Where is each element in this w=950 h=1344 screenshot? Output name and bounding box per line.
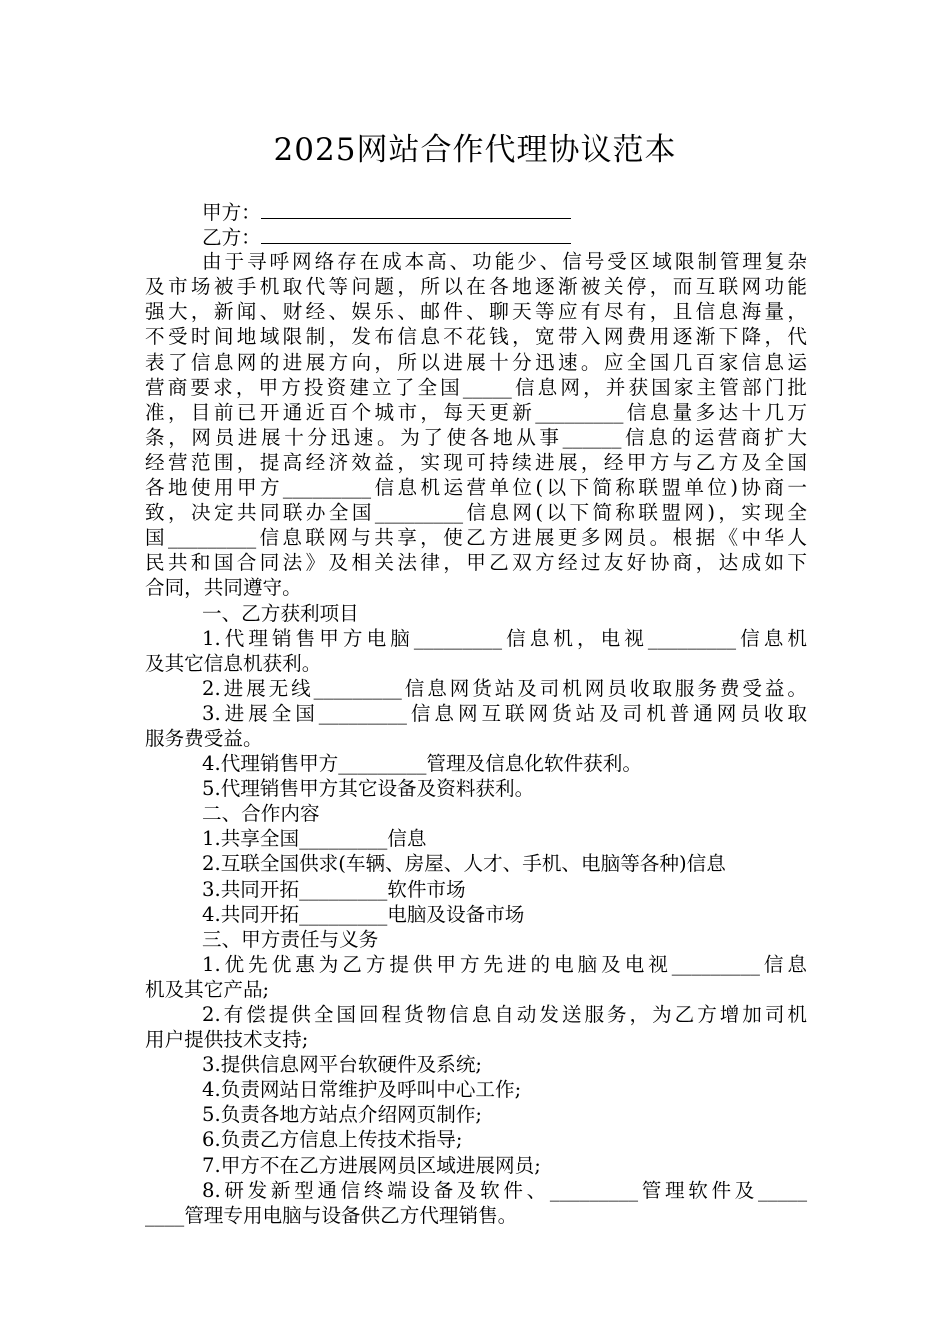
section-1-item: 4.代理销售甲方_________管理及信息化软件获利。 xyxy=(202,752,642,776)
section-1-item: 5.代理销售甲方其它设备及资料获利。 xyxy=(202,777,535,801)
section-2-heading: 二、合作内容 xyxy=(202,802,320,826)
section-3-heading: 三、甲方责任与义务 xyxy=(202,927,379,951)
intro-line: 及市场被手机取代等问题，所以在各地逐渐被关停，而互联网功能 xyxy=(145,275,807,299)
intro-line: 民共和国合同法》及相关法律，甲乙双方经过友好协商，达成如下 xyxy=(145,551,807,575)
section-3-item: 7.甲方不在乙方进展网员区域进展网员; xyxy=(202,1153,541,1177)
intro-line: 准，目前已开通近百个城市，每天更新_________信息量多达十几万 xyxy=(145,400,807,424)
section-3-item: 用户提供技术支持; xyxy=(145,1028,309,1052)
section-3-item: 4.负责网站日常维护及呼叫中心工作; xyxy=(202,1078,522,1102)
section-3-item: 3.提供信息网平台软硬件及系统; xyxy=(202,1053,483,1077)
intro-line: 致，决定共同联办全国_________信息网(以下简称联盟网)，实现全 xyxy=(145,501,807,525)
section-1-item: 3.进展全国_________信息网互联网货站及司机普通网员收取 xyxy=(202,701,807,725)
intro-line: 强大，新闻、财经、娱乐、邮件、聊天等应有尽有，且信息海量， xyxy=(145,300,807,324)
section-3-item: 5.负责各地方站点介绍网页制作; xyxy=(202,1103,483,1127)
section-2-item: 1.共享全国_________信息 xyxy=(202,827,427,851)
section-1-heading: 一、乙方获利项目 xyxy=(202,601,359,625)
section-2-item: 4.共同开拓_________电脑及设备市场 xyxy=(202,902,525,926)
section-2-item: 2.互联全国供求(车辆、房屋、人才、手机、电脑等各种)信息 xyxy=(202,852,726,876)
party-a-line xyxy=(145,199,807,224)
intro-line: 表了信息网的进展方向，所以进展十分迅速。应全国几百家信息运 xyxy=(145,350,807,374)
section-3-item: 1.优先优惠为乙方提供甲方先进的电脑及电视_________信息 xyxy=(202,952,807,976)
intro-line: 国_________信息联网与共享，使乙方进展更多网员。根据《中华人 xyxy=(145,526,807,550)
intro-line: 由于寻呼网络存在成本高、功能少、信号受区域限制管理复杂 xyxy=(202,250,807,274)
section-1-item: 2.进展无线_________信息网货站及司机网员收取服务费受益。 xyxy=(202,676,807,700)
intro-line: 不受时间地域限制，发布信息不花钱，宽带入网费用逐渐下降，代 xyxy=(145,325,807,349)
document-body xyxy=(145,199,807,1228)
party-a-label: 甲方： xyxy=(202,201,261,224)
intro-line: 条，网员进展十分迅速。为了使各地从事______信息的运营商扩大 xyxy=(145,425,807,449)
section-3-item: 6.负责乙方信息上传技术指导; xyxy=(202,1128,463,1152)
party-b-line xyxy=(145,224,807,249)
document-title: 2025网站合作代理协议范本 xyxy=(273,132,677,168)
party-b-label: 乙方： xyxy=(202,226,261,250)
section-3-item: 机及其它产品; xyxy=(145,977,270,1001)
section-3-item: 2.有偿提供全国回程货物信息自动发送服务，为乙方增加司机 xyxy=(202,1003,807,1026)
party-a-blank xyxy=(261,199,571,219)
section-3-item: 8.研发新型通信终端设备及软件、_________管理软件及_____ xyxy=(202,1178,807,1202)
intro-line: 经营范围，提高经济效益，实现可持续进展，经甲方与乙方及全国 xyxy=(145,450,807,474)
intro-line: 各地使用甲方_________信息机运营单位(以下简称联盟单位)协商一 xyxy=(145,476,807,500)
section-1-item: 及其它信息机获利。 xyxy=(145,651,322,675)
section-3-item: ____管理专用电脑与设备供乙方代理销售。 xyxy=(145,1203,518,1227)
intro-line: 合同，共同遵守。 xyxy=(145,576,302,600)
section-1-item: 1.代理销售甲方电脑_________信息机，电视_________信息机 xyxy=(202,626,807,650)
party-b-blank xyxy=(261,224,571,244)
intro-line: 营商要求，甲方投资建立了全国_____信息网，并获国家主管部门批 xyxy=(145,375,807,399)
section-1-item: 服务费受益。 xyxy=(145,726,263,750)
section-2-item: 3.共同开拓_________软件市场 xyxy=(202,877,466,901)
